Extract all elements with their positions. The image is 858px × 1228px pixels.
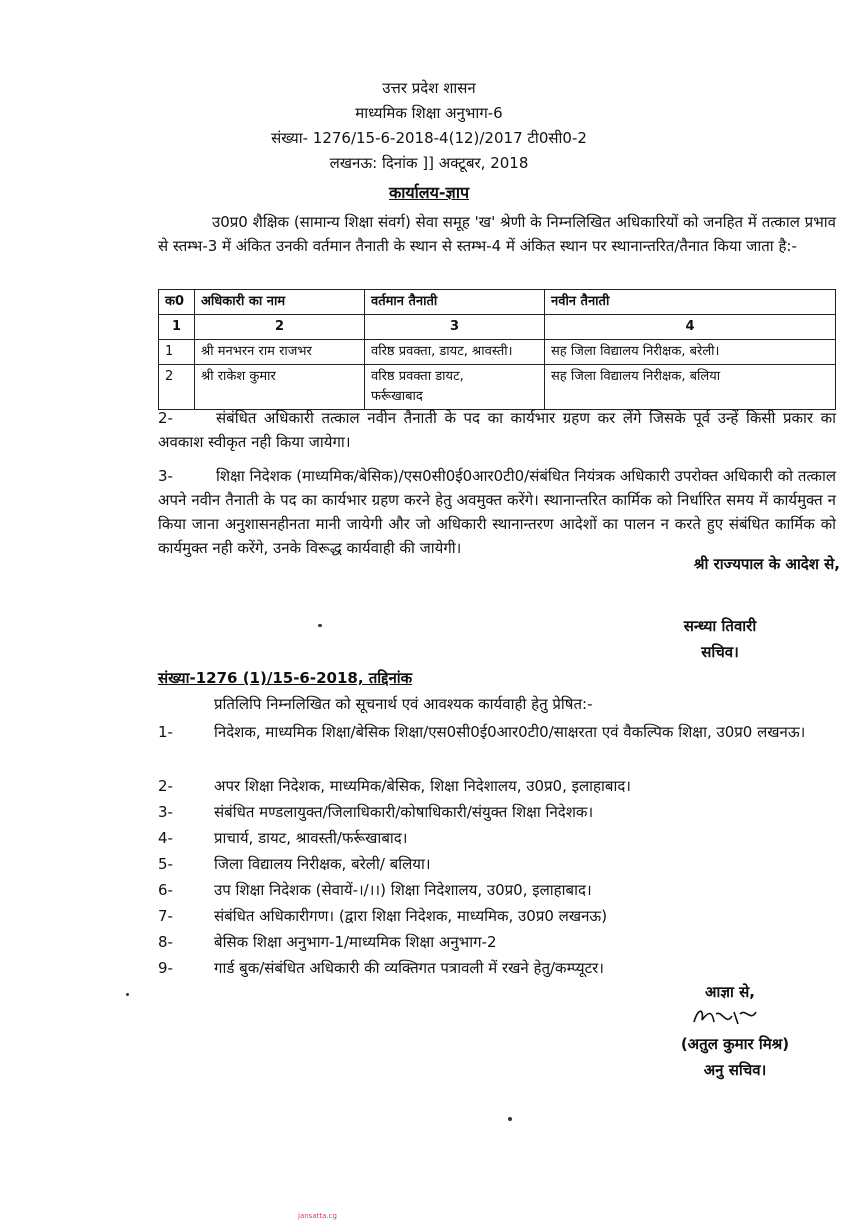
current-posting-line1: वरिष्ठ प्रवक्ता डायट, <box>371 369 464 384</box>
transfer-table <box>158 289 836 410</box>
intro-text: उ0प्र0 शैक्षिक (सामान्य शिक्षा संवर्ग) सेवा समूह 'ख' श्रेणी के निम्नलिखित अधिकारियों को जनहित में तत्काल प्रभाव से स्तम्भ-3 में अंकित उनकी वर्तमान तैनाती के स्थान से स्तम्भ-4 में अंकित स्थान पर स्थानान्तरित/तैनात किया जाता है:- <box>158 213 836 255</box>
list-item-text: गार्ड बुक/संबंधित अधिकारी की व्यक्तिगत पत्रावली में रखने हेतु/कम्प्यूटर। <box>214 959 604 977</box>
office-memo-title-wrap <box>0 183 858 203</box>
list-item-text: जिला विद्यालय निरीक्षक, बरेली/ बलिया। <box>214 855 431 873</box>
footer-watermark-text: jansatta.cg <box>298 1212 337 1220</box>
col-header-current: वर्तमान तैनाती <box>365 290 545 315</box>
current-posting-line2: फर्रूखाबाद <box>371 389 423 404</box>
signatory1-designation: सचिव। <box>701 643 739 661</box>
copy-intro: प्रतिलिपि निम्नलिखित को सूचनार्थ एवं आवश्यक कार्यवाही हेतु प्रेषित:- <box>214 695 593 713</box>
intro-paragraph <box>158 210 836 258</box>
list-item-text: उप शिक्षा निदेशक (सेवायें-।/।।) शिक्षा निदेशालय, उ0प्र0, इलाहाबाद। <box>214 881 592 899</box>
index-cell: 4 <box>545 315 836 340</box>
list-item-number: 1- <box>158 723 173 741</box>
closing-by-order: आज्ञा से, <box>705 983 755 1001</box>
list-item-text: बेसिक शिक्षा अनुभाग-1/माध्यमिक शिक्षा अनुभाग-2 <box>214 933 497 951</box>
signatory1-name: सन्ध्या तिवारी <box>683 617 757 635</box>
row-no: 1 <box>159 340 195 365</box>
officer-name: श्री मनभरन राम राजभर <box>195 340 365 365</box>
col-header-new: नवीन तैनाती <box>545 290 836 315</box>
officer-name: श्री राकेश कुमार <box>195 365 365 410</box>
header-reference-number: संख्या- 1276/15-6-2018-4(12)/2017 टी0सी0-2 <box>271 129 587 147</box>
scan-speck <box>318 624 322 627</box>
index-cell: 1 <box>159 315 195 340</box>
index-cell: 2 <box>195 315 365 340</box>
list-item-number: 9- <box>158 959 173 977</box>
list-item-text: संबंधित अधिकारीगण। (द्वारा शिक्षा निदेशक, माध्यमिक, उ0प्र0 लखनऊ) <box>214 907 608 925</box>
copy-reference-wrap <box>158 666 412 690</box>
list-item-text: निदेशक, माध्यमिक शिक्षा/बेसिक शिक्षा/एस0सी0ई0आर0टी0/साक्षरता एवं वैकल्पिक शिक्षा, उ0प्र0 लखनऊ। <box>214 723 806 741</box>
scan-speck <box>126 993 129 996</box>
office-memo-title: कार्यालय-ज्ञाप <box>388 183 470 202</box>
list-item-text: प्राचार्य, डायट, श्रावस्ती/फर्रूखाबाद। <box>214 829 408 847</box>
copy-reference: संख्या-1276 (1)/15-6-2018, तद्दिनांक <box>158 669 413 687</box>
current-posting: वरिष्ठ प्रवक्ता, डायट, श्रावस्ती। <box>365 340 545 365</box>
list-item-number: 8- <box>158 933 173 951</box>
list-item-text: अपर शिक्षा निदेशक, माध्यमिक/बेसिक, शिक्षा निदेशालय, उ0प्र0, इलाहाबाद। <box>214 777 631 795</box>
list-item-number: 7- <box>158 907 173 925</box>
paragraph-2-number: 2- <box>158 409 173 427</box>
list-item-number: 5- <box>158 855 173 873</box>
new-posting: सह जिला विद्यालय निरीक्षक, बलिया <box>545 365 836 410</box>
table-row <box>159 365 836 410</box>
header-department: माध्यमिक शिक्षा अनुभाग-6 <box>355 104 503 122</box>
paragraph-2 <box>158 406 836 454</box>
index-cell: 3 <box>365 315 545 340</box>
col-header-no: क0 <box>159 290 195 315</box>
list-item <box>158 720 838 768</box>
paragraph-3-number: 3- <box>158 467 173 485</box>
order-by-governor: श्री राज्यपाल के आदेश से, <box>693 555 840 573</box>
paragraph-2-text: संबंधित अधिकारी तत्काल नवीन तैनाती के पद का कार्यभार ग्रहण कर लेंगे जिसके पूर्व उन्हें किसी प्रकार का अवकाश स्वीकृत नही किया जायेगा। <box>158 409 836 451</box>
paragraph-3 <box>158 464 836 560</box>
table-header-row <box>159 290 836 315</box>
signatory2-name: (अतुल कुमार मिश्र) <box>680 1035 790 1053</box>
table-row <box>159 340 836 365</box>
row-no: 2 <box>159 365 195 410</box>
paragraph-3-text: शिक्षा निदेशक (माध्यमिक/बेसिक)/एस0सी0ई0आर0टी0/संबंधित नियंत्रक अधिकारी उपरोक्त अधिकारी को तत्काल अपने नवीन तैनाती के पद का कार्यभार ग्रहण करने हेतु अवमुक्त करेंगे। स्थानान्तरित कार्मिक को निर्धारित समय में कार्यमुक्त न किया जाना अनुशासनहीनता मानी जायेगी और जो अधिकारी स्थानान्तरण आदेशों का पालन न करते हुए संबंधित कार्मिक को कार्यमुक्त नही करेंगे, उनके विरूद्ध कार्यवाही की जायेगी। <box>158 467 836 557</box>
list-item-number: 2- <box>158 777 173 795</box>
list-item-number: 3- <box>158 803 173 821</box>
header-date: लखनऊ: दिनांक ]] अक्टूबर, 2018 <box>329 154 529 172</box>
header-government: उत्तर प्रदेश शासन <box>382 79 476 97</box>
col-header-name: अधिकारी का नाम <box>195 290 365 315</box>
list-item-text: संबंधित मण्डलायुक्त/जिलाधिकारी/कोषाधिकारी/संयुक्त शिक्षा निदेशक। <box>214 803 594 821</box>
handwritten-signature <box>690 1004 760 1030</box>
new-posting: सह जिला विद्यालय निरीक्षक, बरेली। <box>545 340 836 365</box>
scan-speck <box>508 1117 512 1121</box>
list-item-number: 6- <box>158 881 173 899</box>
list-item-number: 4- <box>158 829 173 847</box>
table-index-row <box>159 315 836 340</box>
current-posting <box>365 365 545 410</box>
signatory2-designation: अनु सचिव। <box>703 1061 767 1079</box>
